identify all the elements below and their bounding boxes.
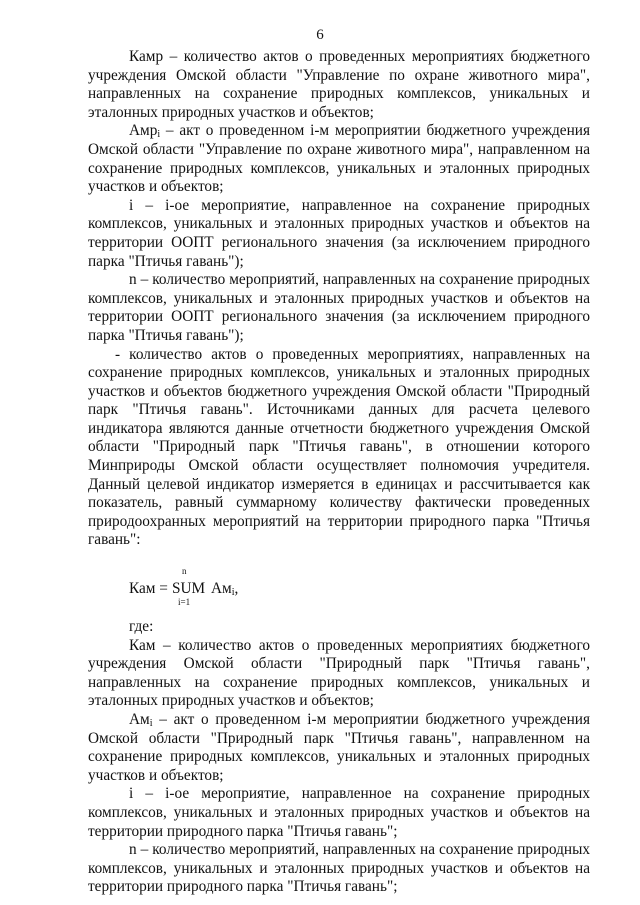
paragraph-n-definition-1: n – количество мероприятий, направленных на сохранение природных комплексов, уникальных и эталонных природных участков и объектов на территории ООПТ регионального значения (за исключением природного парка "Птичья гавань");: [88, 271, 590, 344]
paragraph-i-definition-1: i – i-ое мероприятие, направленное на сохранение природных комплексов, уникальных и эталонных природных участков и объектов на территории ООПТ регионального значения (за исключением природного парка "Птичья гавань");: [88, 196, 590, 270]
paragraph-i-definition-2: i – i-ое мероприятие, направленное на сохранение природных комплексов, уникальных и эталонных природных участков и объектов на территории природного парка "Птичья гавань";: [88, 785, 590, 840]
formula-term-subscript: i: [231, 587, 235, 599]
am-subscript: i: [149, 718, 153, 729]
paragraph-n-definition-2: n – количество мероприятий, направленных на сохранение природных комплексов, уникальных и эталонных природных участков и объектов на территории природного парка "Птичья гавань";: [88, 841, 590, 896]
formula-lhs: Кам =: [129, 580, 168, 598]
formula-term-symbol: Ам: [211, 580, 232, 598]
page-number: 6: [316, 27, 324, 43]
am-definition-text: – акт о проведенном i-м мероприятии бюджетного учреждения Омской области "Природный парк "Птичья гавань", направленном на сохранение природных комплексов, уникальных и эталонных природных участков и объектов;: [88, 711, 590, 784]
where-label: где:: [129, 618, 154, 636]
paragraph-am-definition: [88, 711, 590, 785]
formula-upper-limit: n: [182, 566, 187, 577]
paragraph-indicator-description: - количество актов о проведенных мероприятиях, направленных на сохранение природных комплексов, уникальных и эталонных природных участков и объектов бюджетного учреждения Омской области "Природный парк "Птичья гавань". Источниками данных для расчета целевого индикатора являются данные отчетности бюджетного учреждения Омской области "Природный парк "Птичья гавань", в отношении которого Минприроды Омской области осуществляет полномочия учредителя. Данный целевой индикатор измеряется в единицах и рассчитывается как показатель, равный суммарному количеству фактически проведенных природоохранных мероприятий на территории природного парка "Птичья гавань":: [88, 345, 590, 549]
sum-formula: [129, 560, 590, 614]
document-body: [88, 48, 590, 897]
formula-term: [211, 580, 238, 598]
amp-symbol: Амр: [129, 122, 158, 140]
formula-lower-limit: i=1: [178, 597, 191, 608]
formula-trailing: ,: [234, 580, 239, 598]
paragraph-kam-definition: Кам – количество актов о проведенных мероприятиях бюджетного учреждения Омской области "Природный парк "Птичья гавань", направленных на сохранение природных комплексов, уникальных и эталонных природных участков и объектов;: [88, 636, 590, 710]
amp-subscript: i: [157, 129, 161, 141]
paragraph-kamp-definition: Камр – количество актов о проведенных мероприятиях бюджетного учреждения Омской области "Управление по охране животного мира", направленных на сохранение природных комплексов, уникальных и эталонных природных участков и объектов;: [88, 48, 590, 121]
paragraph-amp-definition: [88, 122, 590, 196]
formula-sum-symbol: SUM: [172, 580, 206, 598]
am-symbol: Ам: [129, 711, 150, 728]
amp-definition-text: – акт о проведенном i-м мероприятии бюджетного учреждения Омской области "Управление по охране животного мира", направленном на сохранение природных комплексов, уникальных и эталонных природных участков и объектов;: [88, 122, 590, 196]
